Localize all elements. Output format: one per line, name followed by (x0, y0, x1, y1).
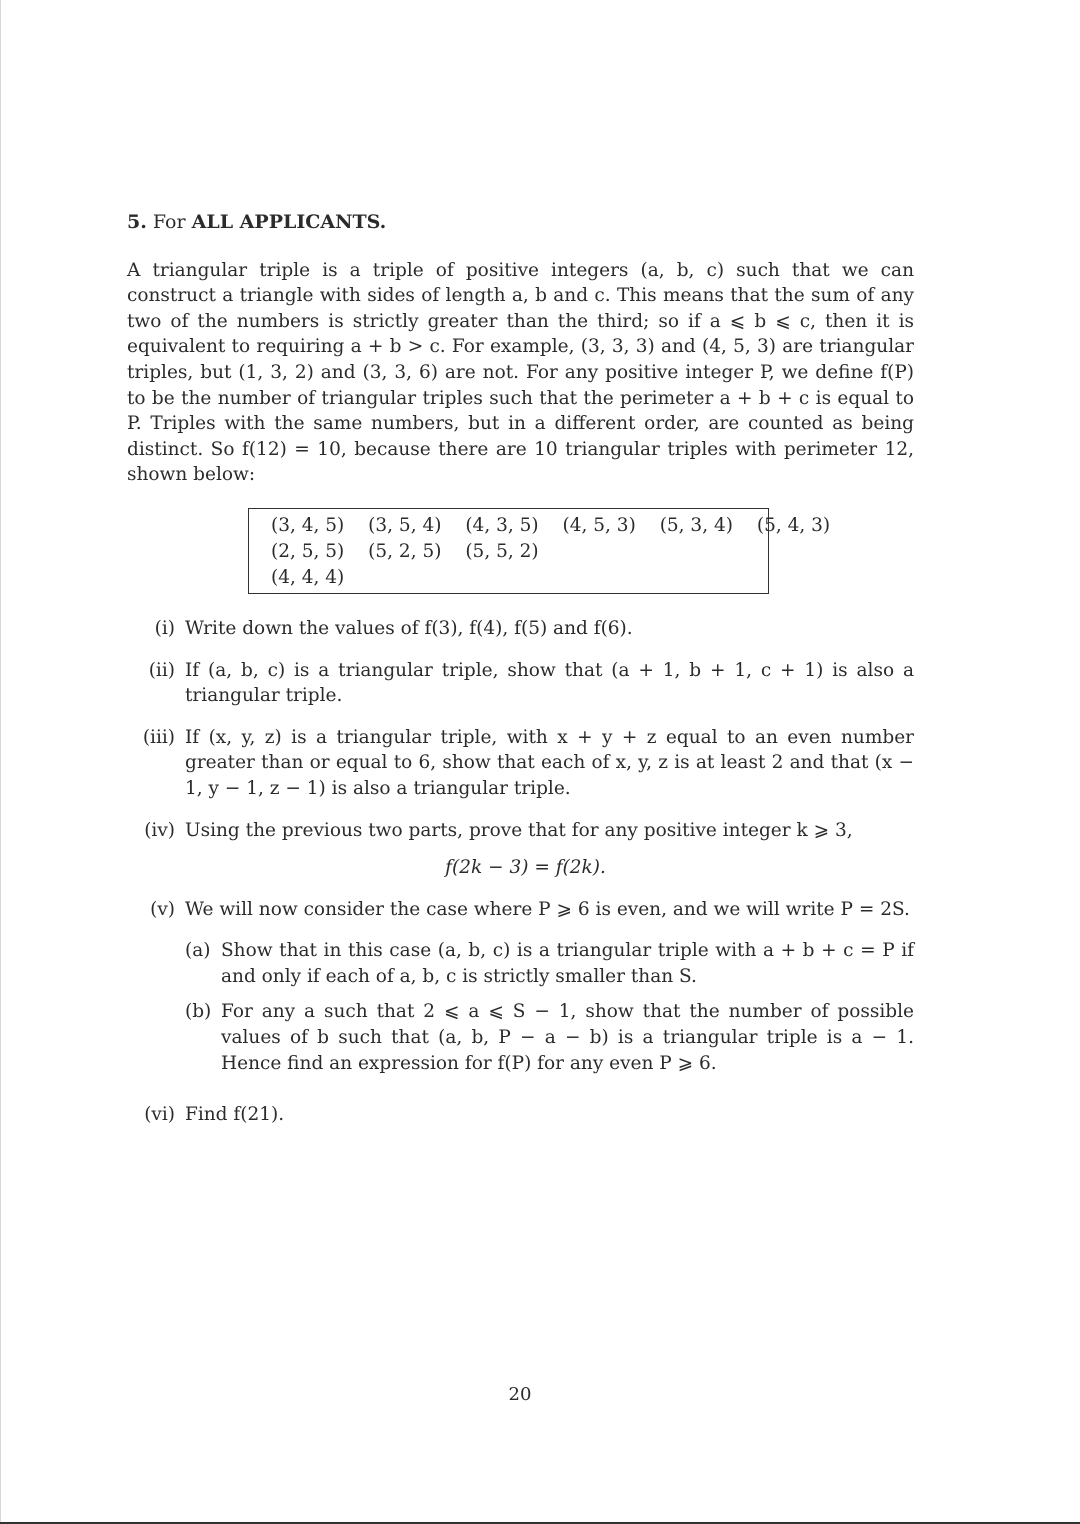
question-audience: ALL APPLICANTS. (191, 211, 387, 233)
triple-cell: (3, 5, 4) (368, 514, 442, 536)
subparts (185, 938, 914, 1076)
document-page (127, 210, 914, 1144)
page-number: 20 (508, 1384, 532, 1405)
part-vi (127, 1102, 914, 1128)
triples-row (271, 539, 768, 565)
part-i (127, 616, 914, 642)
intro-paragraph: A triangular triple is a triple of positive integers (a, b, c) such that we can construct a triangle with sides of length a, b and c. This means that the sum of any two of the numbers is strictly greater than the third; so if a ⩽ b ⩽ c, then it is equivalent to requiring a + b > c. For example, (3, 3, 3) and (4, 5, 3) are triangular triples, but (1, 3, 2) and (3, 3, 6) are not. For any positive integer P, we define f(P) to be the number of triangular triples such that the perimeter a + b + c is equal to P. Triples with the same numbers, but in a different order, are counted as being distinct. So f(12) = 10, because there are 10 triangular triples with perimeter 12, shown below: (127, 259, 914, 486)
part-body (185, 818, 914, 881)
subpart-text: For any a such that 2 ⩽ a ⩽ S − 1, show that the number of possible values of b such that (a, b, P − a − b) is a triangular triple is a − 1. Hence find an expression for f(P) for any even P ⩾ 6. (221, 1001, 914, 1074)
part-ii (127, 658, 914, 709)
triples-row (271, 513, 831, 539)
triple-cell: (4, 4, 4) (271, 566, 345, 588)
subpart-a (185, 938, 914, 989)
triple-cell: (3, 4, 5) (271, 514, 345, 536)
part-label: (vi) (144, 1104, 175, 1126)
question-number: 5. (127, 211, 147, 233)
triples-row (271, 565, 768, 591)
part-label: (ii) (148, 659, 175, 681)
part-label: (iii) (142, 726, 175, 748)
triple-cell: (2, 5, 5) (271, 540, 345, 562)
part-text: Write down the values of f(3), f(4), f(5) and f(6). (185, 617, 633, 639)
display-equation: f(2k − 3) = f(2k). (445, 857, 606, 879)
subpart-label: (a) (185, 940, 211, 962)
question-prefix: For (152, 211, 186, 233)
part-text: Find f(21). (185, 1104, 285, 1126)
subpart-text: Show that in this case (a, b, c) is a triangular triple with a + b + c = P if and only if each of a, b, c is strictly smaller than S. (221, 940, 914, 987)
part-iv (127, 818, 914, 881)
triple-cell: (4, 5, 3) (562, 514, 636, 536)
subpart-label: (b) (185, 1001, 212, 1023)
part-text: Using the previous two parts, prove that for any positive integer k ⩾ 3, (185, 819, 853, 841)
part-text: If (x, y, z) is a triangular triple, with x + y + z equal to an even number greater than or equal to 6, show that each of x, y, z is at least 2 and that (x − 1, y − 1, z − 1) is also a triangular triple. (185, 726, 914, 799)
part-body (185, 897, 914, 1087)
part-text: If (a, b, c) is a triangular triple, show that (a + 1, b + 1, c + 1) is also a triangular triple. (185, 659, 914, 707)
part-label: (i) (154, 617, 175, 639)
triple-cell: (5, 3, 4) (659, 514, 733, 536)
page-edge-left (0, 0, 1, 1524)
part-v (127, 897, 914, 1087)
subpart-b (185, 999, 914, 1076)
question-title (127, 210, 914, 236)
triple-cell: (5, 2, 5) (368, 540, 442, 562)
triples-table (248, 508, 831, 594)
question-parts (127, 616, 914, 1128)
part-text: We will now consider the case where P ⩾ 6 is even, and we will write P = 2S. (185, 898, 910, 920)
triple-cell: (5, 4, 3) (756, 514, 831, 536)
triple-cell: (5, 5, 2) (465, 540, 539, 562)
part-iii (127, 725, 914, 802)
part-label: (v) (150, 898, 175, 920)
triple-cell: (4, 3, 5) (465, 514, 539, 536)
part-label: (iv) (144, 819, 175, 841)
